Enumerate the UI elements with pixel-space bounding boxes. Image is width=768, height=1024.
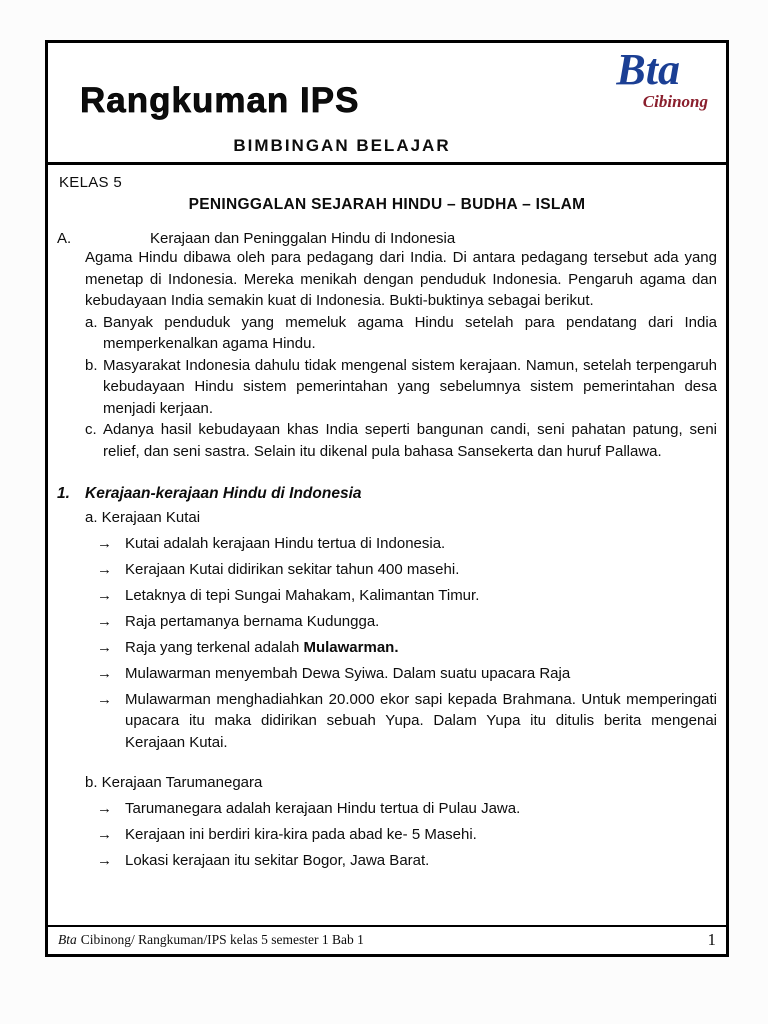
evidence-list [85, 312, 717, 463]
list-item [97, 533, 717, 555]
subsection-title: a. Kerajaan Kutai [85, 509, 201, 526]
subsection-tarumanegara [57, 772, 717, 871]
list-item [85, 419, 717, 462]
document-header [48, 43, 726, 165]
list-item [97, 824, 717, 846]
page-title: PENINGGALAN SEJARAH HINDU – BUDHA – ISLAM [188, 196, 586, 213]
list-item-text: Raja yang terkenal adalah Mulawarman. [125, 638, 399, 656]
list-item-text: Kerajaan ini berdiri kira-kira pada abad ke- 5 Masehi. [125, 825, 477, 843]
class-label: KELAS 5 [59, 174, 122, 191]
list-item [97, 585, 717, 607]
document-body [48, 165, 726, 925]
section-1 [57, 485, 717, 871]
page-number: 1 [707, 930, 716, 949]
section-a [57, 230, 717, 462]
section-a-heading [57, 230, 717, 247]
list-item [97, 611, 717, 633]
section-1-heading [57, 485, 717, 503]
list-item-text: Banyak penduduk yang memeluk agama Hindu setelah para pendatang dari India memperkenalkan agama Hindu. [103, 313, 717, 352]
footer-caption: Cibinong/ Rangkuman/IPS kelas 5 semester 1 Bab 1 [80, 932, 364, 947]
footer-text [58, 932, 364, 948]
logo-sub: Cibinong [642, 92, 708, 111]
subsection-title: b. Kerajaan Tarumanegara [85, 774, 263, 791]
list-item [97, 637, 717, 659]
section-marker: 1. [57, 485, 70, 502]
list-marker: b. [85, 356, 98, 374]
arrow-icon: → [97, 534, 112, 552]
list-item-text: Kutai adalah kerajaan Hindu tertua di Indonesia. [125, 534, 446, 552]
section-title: Kerajaan dan Peninggalan Hindu di Indonesia [150, 230, 456, 247]
list-item [97, 850, 717, 872]
doc-subtitle: BIMBINGAN BELAJAR [233, 136, 451, 155]
section-marker: A. [57, 230, 72, 247]
section-title: Kerajaan-kerajaan Hindu di Indonesia [85, 485, 362, 502]
arrow-icon: → [97, 825, 112, 843]
list-item-text: Mulawarman menyembah Dewa Syiwa. Dalam suatu upacara Raja [125, 664, 571, 682]
subsection-kutai [57, 507, 717, 753]
list-item [97, 663, 717, 685]
tarumanegara-fact-list [97, 798, 717, 872]
kutai-fact-list [97, 533, 717, 754]
list-item-text: Masyarakat Indonesia dahulu tidak mengenal sistem kerajaan. Namun, setelah terpengaruh kebudayaan Hindu sistem pemerintahan yang sebelumnya sistem pemerintahan desa menjadi kerjaan. [103, 356, 717, 417]
list-item [97, 798, 717, 820]
doc-title: Rangkuman IPS [80, 81, 360, 120]
list-item-text: Tarumanegara adalah kerajaan Hindu tertua di Pulau Jawa. [125, 799, 521, 817]
document-footer [48, 925, 726, 954]
brand-logo [616, 47, 708, 111]
arrow-icon: → [97, 586, 112, 604]
list-item [97, 559, 717, 581]
list-marker: a. [85, 313, 98, 331]
list-item-text: Adanya hasil kebudayaan khas India seperti bangunan candi, seni pahatan patung, seni relief, dan seni sastra. Selain itu dikenal pula bahasa Sansekerta dan huruf Pallawa. [103, 421, 717, 460]
list-item-text: Mulawarman menghadiahkan 20.000 ekor sapi kepada Brahmana. Untuk memperingati upacara itu maka didirikan sebuah Yupa. Dalam Yupa itu ditulis berita mengenai Kerajaan Kutai. [125, 690, 717, 751]
list-item-text: Kerajaan Kutai didirikan sekitar tahun 400 masehi. [125, 560, 460, 578]
document-page [45, 40, 729, 957]
logo-main: Bta [616, 45, 680, 94]
arrow-icon: → [97, 638, 112, 656]
arrow-icon: → [97, 690, 112, 708]
list-item-text: Lokasi kerajaan itu sekitar Bogor, Jawa Barat. [125, 851, 430, 869]
arrow-icon: → [97, 851, 112, 869]
list-item [85, 312, 717, 355]
list-marker: c. [85, 421, 97, 438]
arrow-icon: → [97, 799, 112, 817]
list-item-text: Letaknya di tepi Sungai Mahakam, Kalimantan Timur. [125, 586, 480, 604]
arrow-icon: → [97, 664, 112, 682]
arrow-icon: → [97, 560, 112, 578]
list-item-text: Raja pertamanya bernama Kudungga. [125, 612, 380, 630]
list-item [97, 689, 717, 754]
footer-brand: Bta [58, 932, 77, 947]
list-item [85, 355, 717, 420]
arrow-icon: → [97, 612, 112, 630]
intro-paragraph: Agama Hindu dibawa oleh para pedagang dari India. Di antara pedagang tersebut ada yang menetap di Indonesia. Mereka menikah dengan penduduk Indonesia. Pengaruh agama dan kebudayaan India semakin kuat di Indonesia. Bukti-buktinya sebagai berikut. [85, 249, 717, 309]
